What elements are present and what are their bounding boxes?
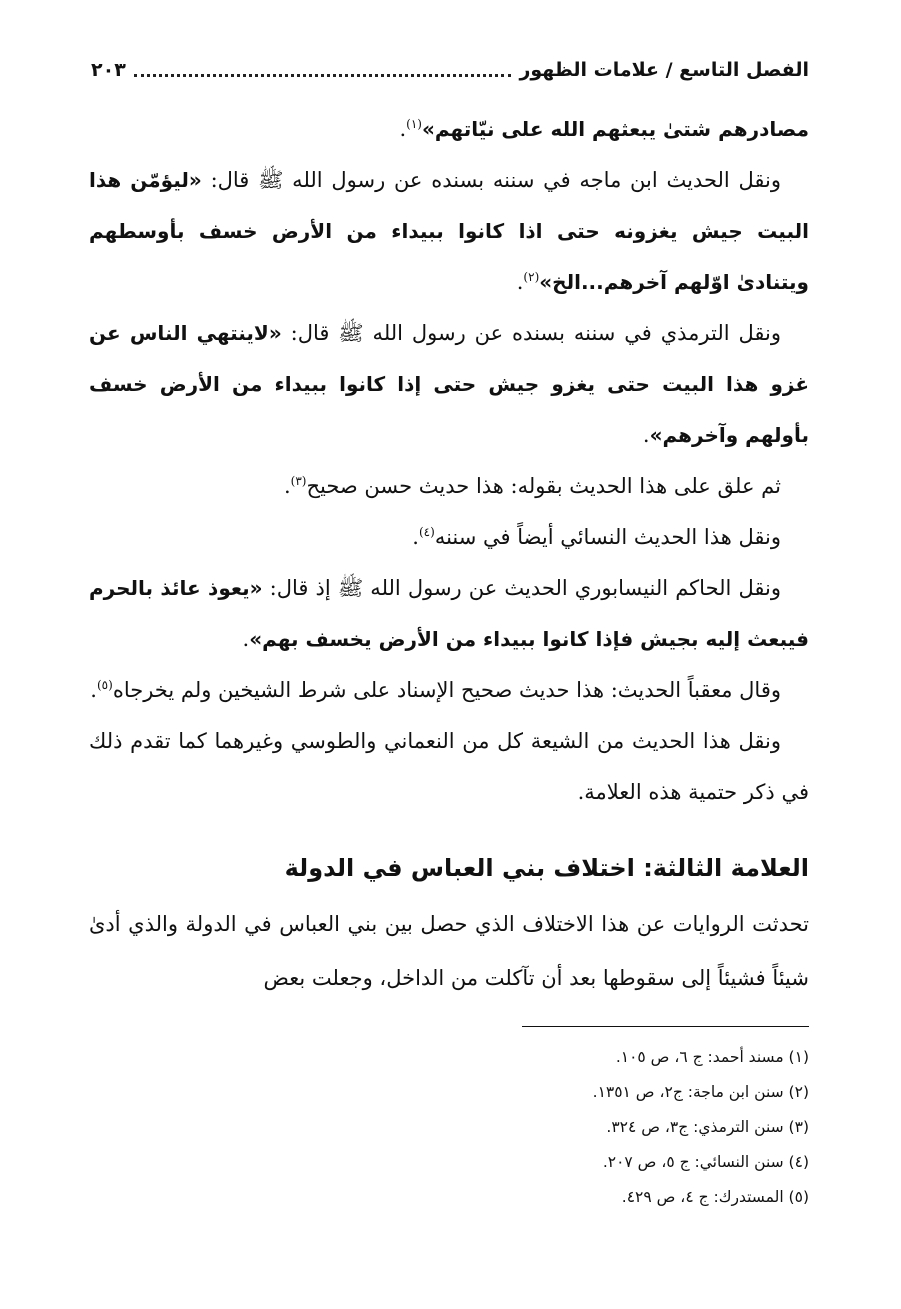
footnote-item: (١) مسند أحمد: ج ٦، ص ١٠٥. [615,1048,809,1066]
footnote-item: (٢) سنن ابن ماجة: ج٢، ص ١٣٥١. [592,1083,809,1101]
running-header [91,50,809,90]
page-number: ٢٠٣ [91,59,126,81]
footnotes [89,1040,809,1215]
paragraph-text: ونقل الحاكم النيسابوري الحديث عن رسول الله ﷺ إذ قال: [262,576,781,600]
hadith-text: «ليؤمّن هذا البيت جيش يغزونه حتى اذا كانوا ببيداء من الأرض خسف بأوسطهم ويتنادىٰ اوّلهم آخرهم...الخ» [89,168,809,294]
section-heading: العلامة الثالثة: اختلاف بني العباس في الدولة [284,854,809,882]
footnote-ref: (٢) [523,270,540,284]
paragraph-text: ونقل الترمذي في سننه بسنده عن رسول الله ﷺ قال: [281,321,781,345]
paragraph-4: ثم علق على هذا الحديث بقوله: هذا حديث حسن صحيح$^{(٣)}$. [283,474,781,498]
footnote-ref: (٤) [418,525,435,539]
footnote-item: (٤) سنن النسائي: ج ٥، ص ٢٠٧. [602,1153,809,1171]
paragraph-text: وقال معقباً الحديث: هذا حديث صحيح الإسناد على شرط الشيخين ولم يخرجاه [112,678,781,702]
footnote-item: (٣) سنن الترمذي: ج٣، ص ٣٢٤. [606,1118,809,1136]
paragraph-text: ثم علق على هذا الحديث بقوله: هذا حديث حسن صحيح [306,474,781,498]
section-body [89,897,809,1005]
paragraph-6: ونقل الحاكم النيسابوري الحديث عن رسول الله ﷺ إذ قال: «يعوذ عائذ بالحرم فيبعث إليه بجيش فإذا كانوا ببيداء من الأرض يخسف بهم». [89,576,809,651]
paragraph-7: وقال معقباً الحديث: هذا حديث صحيح الإسناد على شرط الشيخين ولم يخرجاه$^{(٥)}$. [90,678,781,702]
paragraph-9: تحدثت الروايات عن هذا الاختلاف الذي حصل بين بني العباس في الدولة والذي أدىٰ شيئاً فشيئاً إلى سقوطها بعد أن تآكلت من الداخل، وجعلت بعض [89,912,809,990]
main-text [89,104,809,818]
paragraph-text: ونقل هذا الحديث النسائي أيضاً في سننه [434,525,781,549]
paragraph-2: ونقل الحديث ابن ماجه في سننه بسنده عن رسول الله ﷺ قال: «ليؤمّن هذا البيت جيش يغزونه حتى اذا كانوا ببيداء من الأرض خسف بأوسطهم ويتنادىٰ اوّلهم آخرهم...الخ»$^{(٢)}$. [89,168,809,294]
footnote-ref: (٣) [290,474,307,488]
paragraph-8 [89,716,809,818]
footnote-ref: (١) [406,117,422,131]
paragraph-1: مصادرهم شتىٰ يبعثهم الله على نيّاتهم»$^{(١)}$. [399,117,809,141]
footnote-ref: (٥) [96,678,113,692]
hadith-text: مصادرهم شتىٰ يبعثهم الله على نيّاتهم» [421,117,809,141]
footnote-divider [522,1026,809,1027]
paragraph-3: ونقل الترمذي في سننه بسنده عن رسول الله ﷺ قال: «لاينتهي الناس عن غزو هذا البيت حتى يغزو جيش حتى إذا كانوا ببيداء من الأرض خسف بأولهم وآخرهم». [89,321,809,447]
hadith-text: «يعوذ عائذ بالحرم فيبعث إليه بجيش فإذا كانوا ببيداء من الأرض يخسف بهم» [89,576,809,651]
paragraph-5: ونقل هذا الحديث النسائي أيضاً في سننه$^{(٤)}$. [412,525,781,549]
footnote-item: (٥) المستدرك: ج ٤، ص ٤٢٩. [621,1188,809,1206]
hadith-text: «لاينتهي الناس عن غزو هذا البيت حتى يغزو جيش حتى إذا كانوا ببيداء من الأرض خسف بأولهم وآخرهم» [89,321,809,447]
header-dot-leader [134,74,512,77]
chapter-title: الفصل التاسع / علامات الظهور [519,59,809,81]
paragraph-text: ونقل هذا الحديث من الشيعة كل من النعماني والطوسي وغيرهما كما تقدم ذلك في ذكر حتمية هذه العلامة. [89,729,809,804]
paragraph-text: ونقل الحديث ابن ماجه في سننه بسنده عن رسول الله ﷺ قال: [201,168,781,192]
